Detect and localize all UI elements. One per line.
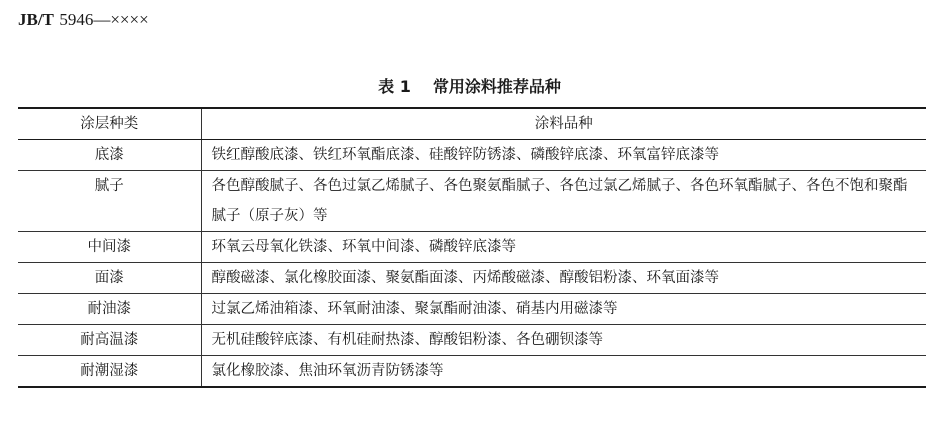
coating-type-cell: 面漆 (18, 263, 201, 294)
coating-type-cell: 底漆 (18, 140, 201, 171)
table-row (18, 263, 926, 294)
column-header-coating-type: 涂层种类 (18, 108, 201, 140)
coating-type-cell: 中间漆 (18, 232, 201, 263)
table-row (18, 356, 926, 388)
coating-varieties-cell: 铁红醇酸底漆、铁红环氧酯底漆、硅酸锌防锈漆、磷酸锌底漆、环氧富锌底漆等 (201, 140, 926, 171)
coating-varieties-cell: 环氧云母氧化铁漆、环氧中间漆、磷酸锌底漆等 (201, 232, 926, 263)
table-row (18, 171, 926, 232)
coating-varieties-cell: 无机硅酸锌底漆、有机硅耐热漆、醇酸铝粉漆、各色硼钡漆等 (201, 325, 926, 356)
coating-type-cell: 腻子 (18, 171, 201, 232)
coating-type-cell: 耐高温漆 (18, 325, 201, 356)
table-row (18, 294, 926, 325)
table-title-text: 常用涂料推荐品种 (432, 77, 561, 96)
table-header-row (18, 108, 926, 140)
column-header-coating-varieties: 涂料品种 (201, 108, 926, 140)
coating-varieties-cell: 氯化橡胶漆、焦油环氧沥青防锈漆等 (201, 356, 926, 388)
standard-prefix: JB/T (18, 10, 54, 29)
table-row (18, 140, 926, 171)
coating-type-cell: 耐油漆 (18, 294, 201, 325)
coating-varieties-cell: 醇酸磁漆、氯化橡胶面漆、聚氨酯面漆、丙烯酸磁漆、醇酸铝粉漆、环氧面漆等 (201, 263, 926, 294)
coating-varieties-cell: 各色醇酸腻子、各色过氯乙烯腻子、各色聚氨酯腻子、各色过氯乙烯腻子、各色环氧酯腻子、各色不饱和聚酯腻子（原子灰）等 (201, 171, 926, 232)
table-number: 表 1 (378, 77, 411, 96)
coating-recommendation-table (18, 107, 926, 388)
table-row (18, 325, 926, 356)
document-header (18, 8, 149, 32)
coating-type-cell: 耐潮湿漆 (18, 356, 201, 388)
coating-varieties-cell: 过氯乙烯油箱漆、环氧耐油漆、聚氯酯耐油漆、硝基内用磁漆等 (201, 294, 926, 325)
table-caption (0, 76, 939, 98)
standard-number: 5946—×××× (59, 10, 149, 29)
table-row (18, 232, 926, 263)
